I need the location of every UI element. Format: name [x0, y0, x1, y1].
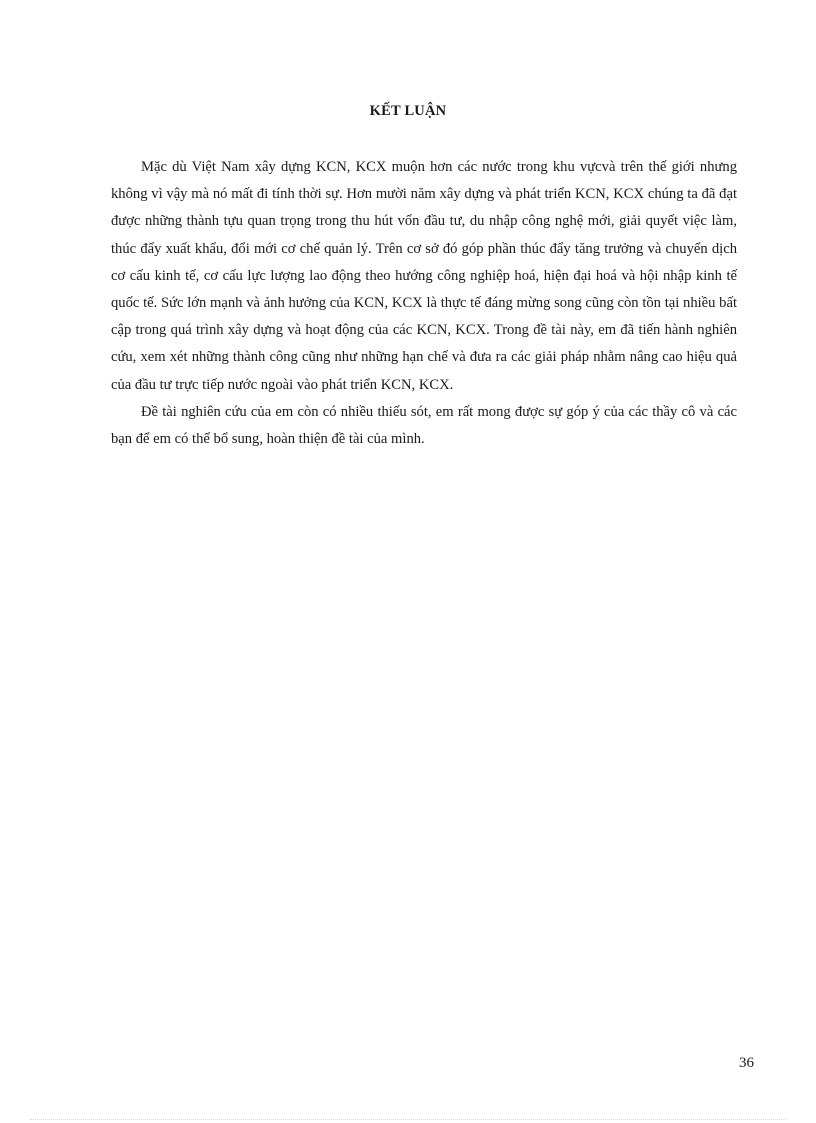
paragraph-conclusion: Mặc dù Việt Nam xây dựng KCN, KCX muộn hơn các nước trong khu vựcvà trên thế giới nhưng không vì vậy mà nó mất đi tính thời sự. Hơn mười năm xây dựng và phát triển KCN, KCX chúng ta đã đạt được những thành tựu quan trọng trong thu hút vốn đầu tư, du nhập công nghệ mới, giải quyết việc làm, thúc đẩy xuất khẩu, đổi mới cơ chế quản lý. Trên cơ sở đó góp phần thúc đẩy tăng trưởng và chuyển dịch cơ cấu kinh tế, cơ cấu lực lượng lao động theo hướng công nghiệp hoá, hiện đại hoá và hội nhập kinh tế quốc tế. Sức lớn mạnh và ảnh hưởng của KCN, KCX là thực tế đáng mừng song cũng còn tồn tại nhiều bất cập trong quá trình xây dựng và hoạt động của các KCN, KCX. Trong đề tài này, em đã tiến hành nghiên cứu, xem xét những thành công cũng như những hạn chế và đưa ra các giải pháp nhằm nâng cao hiệu quả của đầu tư trực tiếp nước ngoài vào phát triển KCN, KCX. [111, 159, 737, 393]
page-number: 36 [739, 1055, 754, 1071]
page-bottom-divider [30, 1119, 786, 1120]
paragraph-closing: Đề tài nghiên cứu của em còn có nhiều thiếu sót, em rất mong được sự góp ý của các thầy cô và các bạn để em có thể bổ sung, hoàn thiện đề tài của mình. [111, 403, 737, 448]
body-text [111, 154, 737, 453]
section-title: KẾT LUẬN [369, 103, 447, 119]
